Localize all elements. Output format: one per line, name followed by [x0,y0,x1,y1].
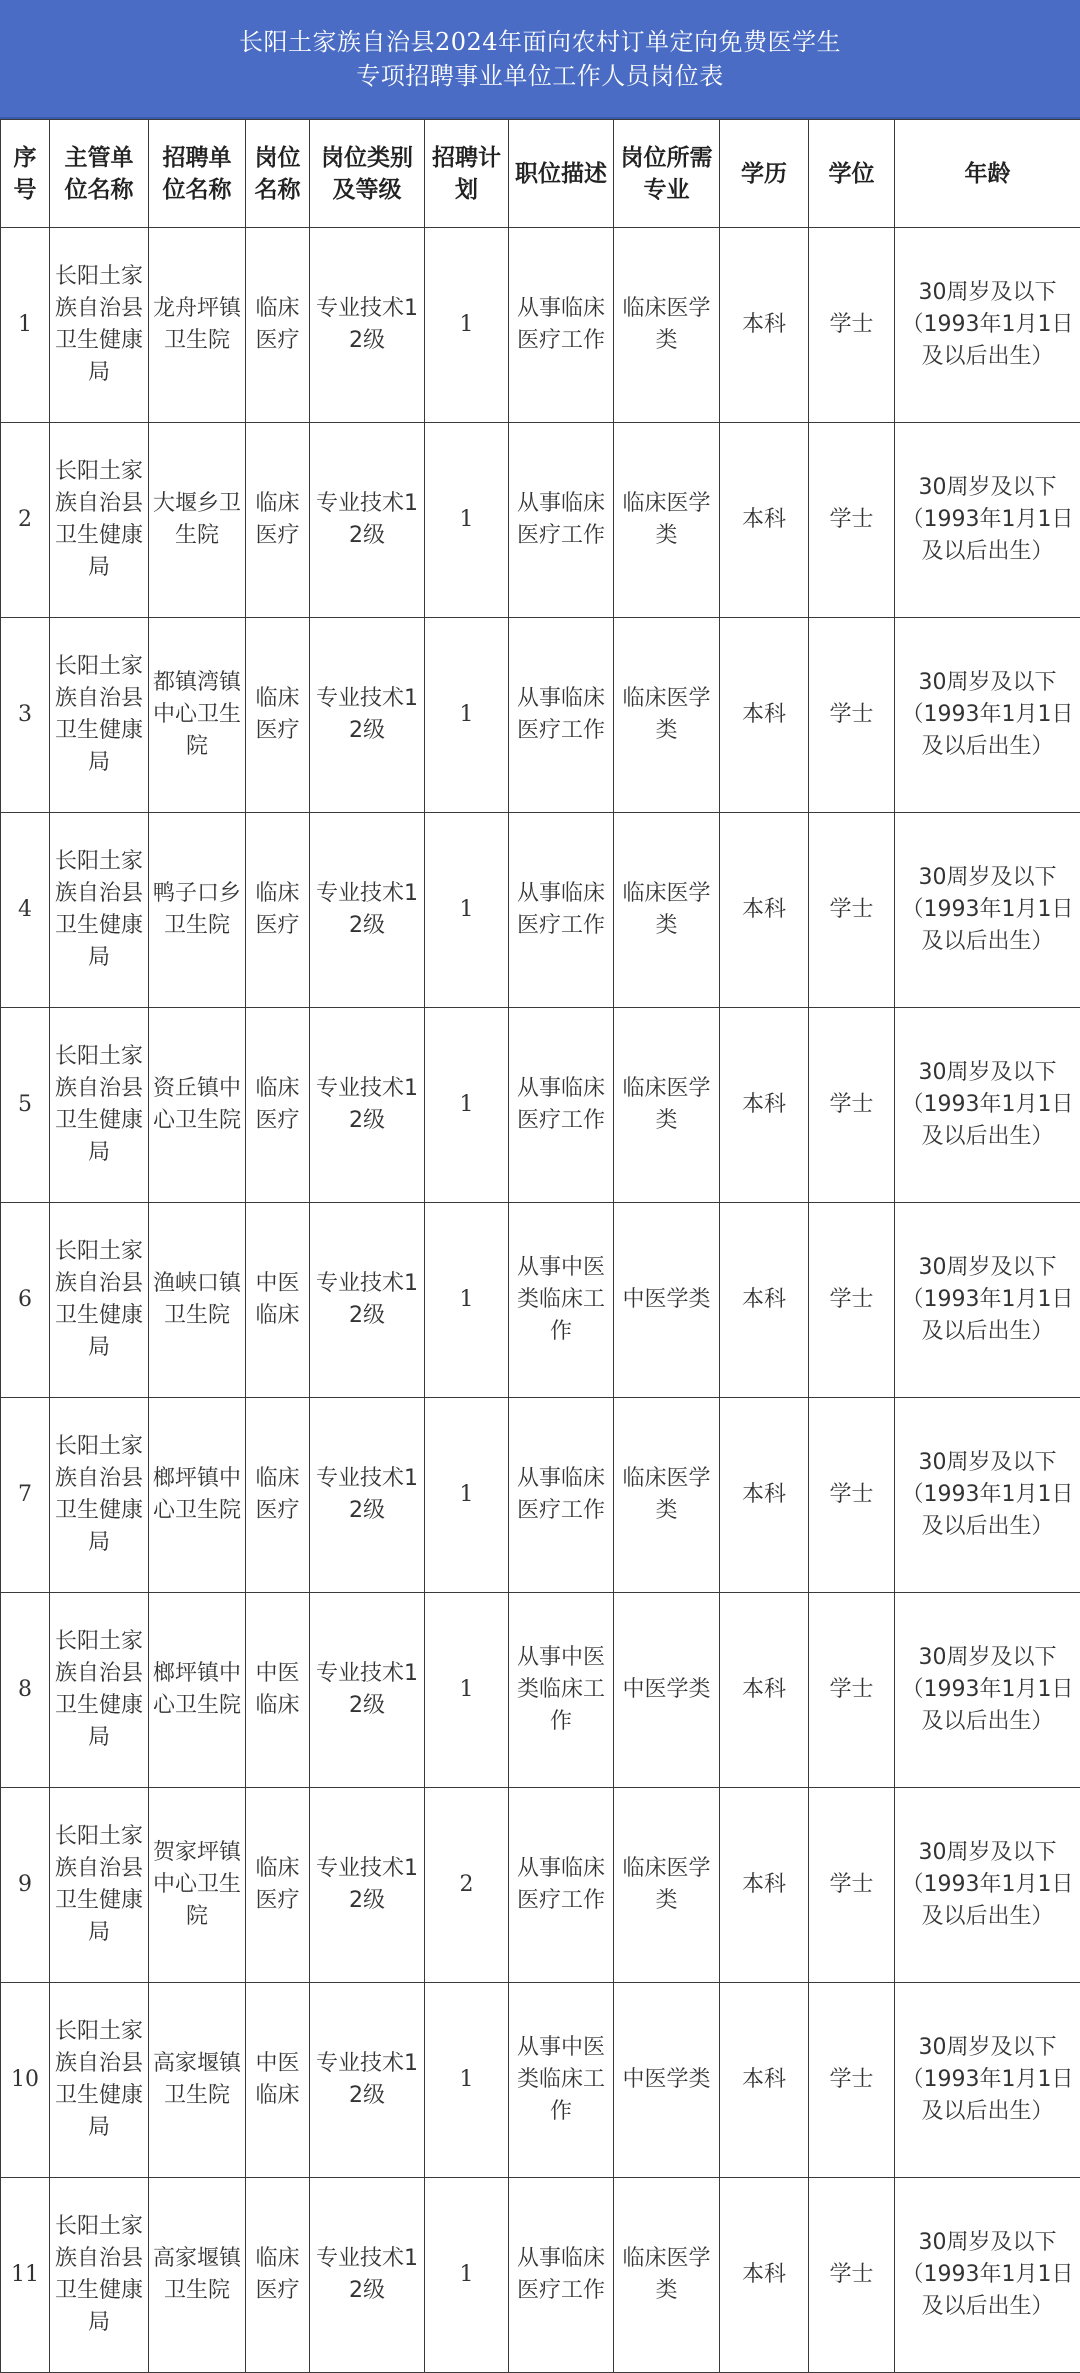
age-line: 30周岁及以下 [899,277,1076,309]
cell-age [895,2178,1080,2373]
cell-authority: 长阳土家族自治县卫生健康局 [50,423,149,618]
cell-seq: 8 [1,1593,50,1788]
age-line: （1993年1月1日 [899,1674,1076,1706]
cell-authority: 长阳土家族自治县卫生健康局 [50,228,149,423]
header-post: 岗位名称 [246,120,310,228]
cell-plan: 1 [425,1398,509,1593]
header-age: 年龄 [895,120,1080,228]
cell-education: 本科 [720,1203,809,1398]
cell-category: 专业技术12级 [310,1008,425,1203]
header-authority: 主管单位名称 [50,120,149,228]
title-line-2: 专项招聘事业单位工作人员岗位表 [356,59,724,93]
cell-degree: 学士 [809,1008,895,1203]
age-line: （1993年1月1日 [899,2259,1076,2291]
cell-authority: 长阳土家族自治县卫生健康局 [50,2178,149,2373]
cell-unit: 资丘镇中心卫生院 [149,1008,246,1203]
cell-degree: 学士 [809,1203,895,1398]
cell-authority: 长阳土家族自治县卫生健康局 [50,813,149,1008]
age-line: 30周岁及以下 [899,1447,1076,1479]
table-row [1,228,1080,423]
cell-plan: 1 [425,1008,509,1203]
cell-post: 中医临床 [246,1983,310,2178]
age-line: 30周岁及以下 [899,1837,1076,1869]
cell-desc: 从事临床医疗工作 [509,813,614,1008]
cell-seq: 1 [1,228,50,423]
cell-plan: 1 [425,813,509,1008]
age-line: 及以后出生） [899,1511,1076,1543]
cell-education: 本科 [720,1398,809,1593]
age-line: 及以后出生） [899,341,1076,373]
cell-post: 临床医疗 [246,1008,310,1203]
cell-education: 本科 [720,228,809,423]
cell-plan: 1 [425,423,509,618]
cell-age [895,1983,1080,2178]
cell-post: 临床医疗 [246,813,310,1008]
age-line: （1993年1月1日 [899,1089,1076,1121]
cell-unit: 高家堰镇卫生院 [149,1983,246,2178]
cell-education: 本科 [720,618,809,813]
cell-authority: 长阳土家族自治县卫生健康局 [50,618,149,813]
cell-seq: 5 [1,1008,50,1203]
age-line: 30周岁及以下 [899,2032,1076,2064]
table-row [1,813,1080,1008]
cell-seq: 7 [1,1398,50,1593]
cell-education: 本科 [720,813,809,1008]
table-row [1,1593,1080,1788]
cell-unit: 高家堰镇卫生院 [149,2178,246,2373]
age-line: 及以后出生） [899,2291,1076,2323]
age-line: 及以后出生） [899,1901,1076,1933]
cell-category: 专业技术12级 [310,813,425,1008]
cell-plan: 1 [425,2178,509,2373]
cell-seq: 3 [1,618,50,813]
age-line: 30周岁及以下 [899,1057,1076,1089]
cell-major: 临床医学类 [614,423,720,618]
cell-desc: 从事临床医疗工作 [509,1398,614,1593]
cell-major: 临床医学类 [614,618,720,813]
cell-authority: 长阳土家族自治县卫生健康局 [50,1203,149,1398]
cell-major: 临床医学类 [614,1788,720,1983]
cell-category: 专业技术12级 [310,618,425,813]
cell-unit: 都镇湾镇中心卫生院 [149,618,246,813]
cell-education: 本科 [720,1593,809,1788]
cell-seq: 2 [1,423,50,618]
cell-post: 临床医疗 [246,1788,310,1983]
cell-major: 中医学类 [614,1593,720,1788]
cell-post: 临床医疗 [246,618,310,813]
cell-post: 中医临床 [246,1203,310,1398]
age-line: （1993年1月1日 [899,699,1076,731]
header-row [1,120,1080,228]
cell-degree: 学士 [809,2178,895,2373]
cell-authority: 长阳土家族自治县卫生健康局 [50,1593,149,1788]
cell-seq: 6 [1,1203,50,1398]
cell-seq: 4 [1,813,50,1008]
cell-plan: 1 [425,228,509,423]
cell-education: 本科 [720,1008,809,1203]
cell-degree: 学士 [809,1983,895,2178]
age-line: （1993年1月1日 [899,2064,1076,2096]
positions-table [0,119,1080,2373]
age-line: 及以后出生） [899,1316,1076,1348]
cell-category: 专业技术12级 [310,1593,425,1788]
cell-post: 中医临床 [246,1593,310,1788]
table-row [1,1008,1080,1203]
age-line: 及以后出生） [899,926,1076,958]
cell-education: 本科 [720,1788,809,1983]
cell-seq: 9 [1,1788,50,1983]
cell-seq: 10 [1,1983,50,2178]
age-line: 及以后出生） [899,1121,1076,1153]
cell-post: 临床医疗 [246,228,310,423]
title-banner [0,0,1080,119]
cell-plan: 1 [425,1593,509,1788]
cell-seq: 11 [1,2178,50,2373]
cell-unit: 榔坪镇中心卫生院 [149,1398,246,1593]
age-line: 及以后出生） [899,536,1076,568]
age-line: 30周岁及以下 [899,472,1076,504]
age-line: 30周岁及以下 [899,862,1076,894]
title-line-1: 长阳土家族自治县2024年面向农村订单定向免费医学生 [239,25,841,59]
age-line: 30周岁及以下 [899,1642,1076,1674]
cell-authority: 长阳土家族自治县卫生健康局 [50,1788,149,1983]
table-row [1,618,1080,813]
cell-desc: 从事临床医疗工作 [509,618,614,813]
cell-major: 临床医学类 [614,228,720,423]
cell-major: 中医学类 [614,1983,720,2178]
header-plan: 招聘计划 [425,120,509,228]
cell-category: 专业技术12级 [310,228,425,423]
cell-plan: 1 [425,1203,509,1398]
cell-plan: 2 [425,1788,509,1983]
cell-education: 本科 [720,2178,809,2373]
cell-degree: 学士 [809,813,895,1008]
cell-age [895,1788,1080,1983]
header-degree: 学位 [809,120,895,228]
cell-major: 临床医学类 [614,813,720,1008]
cell-degree: 学士 [809,618,895,813]
cell-unit: 大堰乡卫生院 [149,423,246,618]
cell-desc: 从事中医类临床工作 [509,1983,614,2178]
age-line: （1993年1月1日 [899,1284,1076,1316]
header-seq: 序号 [1,120,50,228]
age-line: 30周岁及以下 [899,1252,1076,1284]
cell-post: 临床医疗 [246,423,310,618]
cell-category: 专业技术12级 [310,1788,425,1983]
age-line: （1993年1月1日 [899,309,1076,341]
cell-major: 临床医学类 [614,1398,720,1593]
age-line: （1993年1月1日 [899,1479,1076,1511]
cell-unit: 贺家坪镇中心卫生院 [149,1788,246,1983]
cell-post: 临床医疗 [246,1398,310,1593]
cell-degree: 学士 [809,1593,895,1788]
cell-age [895,1398,1080,1593]
cell-plan: 1 [425,1983,509,2178]
cell-authority: 长阳土家族自治县卫生健康局 [50,1398,149,1593]
cell-degree: 学士 [809,423,895,618]
cell-age [895,228,1080,423]
cell-category: 专业技术12级 [310,1398,425,1593]
age-line: 30周岁及以下 [899,2227,1076,2259]
cell-desc: 从事中医类临床工作 [509,1593,614,1788]
cell-major: 临床医学类 [614,2178,720,2373]
age-line: （1993年1月1日 [899,1869,1076,1901]
header-desc: 职位描述 [509,120,614,228]
cell-age [895,813,1080,1008]
cell-unit: 渔峡口镇卫生院 [149,1203,246,1398]
age-line: （1993年1月1日 [899,894,1076,926]
header-category: 岗位类别及等级 [310,120,425,228]
table-row [1,2178,1080,2373]
cell-desc: 从事临床医疗工作 [509,1008,614,1203]
cell-unit: 榔坪镇中心卫生院 [149,1593,246,1788]
cell-unit: 龙舟坪镇卫生院 [149,228,246,423]
cell-degree: 学士 [809,1398,895,1593]
cell-plan: 1 [425,618,509,813]
cell-major: 临床医学类 [614,1008,720,1203]
cell-category: 专业技术12级 [310,1983,425,2178]
header-unit: 招聘单位名称 [149,120,246,228]
cell-category: 专业技术12级 [310,423,425,618]
age-line: 及以后出生） [899,1706,1076,1738]
cell-age [895,1008,1080,1203]
cell-category: 专业技术12级 [310,2178,425,2373]
age-line: 30周岁及以下 [899,667,1076,699]
header-major: 岗位所需专业 [614,120,720,228]
table-row [1,423,1080,618]
cell-post: 临床医疗 [246,2178,310,2373]
header-education: 学历 [720,120,809,228]
cell-degree: 学士 [809,1788,895,1983]
cell-degree: 学士 [809,228,895,423]
cell-unit: 鸭子口乡卫生院 [149,813,246,1008]
cell-age [895,1593,1080,1788]
cell-authority: 长阳土家族自治县卫生健康局 [50,1008,149,1203]
cell-authority: 长阳土家族自治县卫生健康局 [50,1983,149,2178]
cell-desc: 从事中医类临床工作 [509,1203,614,1398]
table-row [1,1983,1080,2178]
cell-desc: 从事临床医疗工作 [509,2178,614,2373]
cell-age [895,618,1080,813]
cell-desc: 从事临床医疗工作 [509,423,614,618]
cell-education: 本科 [720,423,809,618]
cell-major: 中医学类 [614,1203,720,1398]
age-line: 及以后出生） [899,2096,1076,2128]
cell-education: 本科 [720,1983,809,2178]
cell-age [895,423,1080,618]
table-row [1,1203,1080,1398]
cell-category: 专业技术12级 [310,1203,425,1398]
table-row [1,1788,1080,1983]
table-row [1,1398,1080,1593]
cell-age [895,1203,1080,1398]
age-line: 及以后出生） [899,731,1076,763]
cell-desc: 从事临床医疗工作 [509,228,614,423]
age-line: （1993年1月1日 [899,504,1076,536]
cell-desc: 从事临床医疗工作 [509,1788,614,1983]
